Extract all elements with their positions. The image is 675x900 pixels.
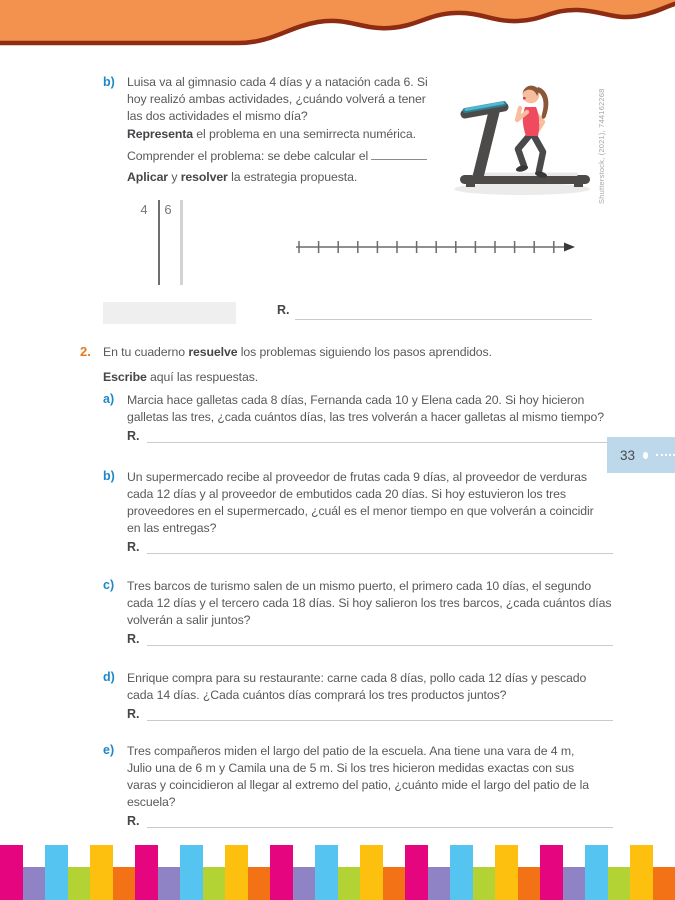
- answer-label: R.: [127, 814, 140, 828]
- division-bar-dark: [158, 200, 160, 285]
- item-marker-d: d): [103, 670, 115, 684]
- step-text: y: [168, 170, 181, 184]
- problem-item-d: [103, 670, 613, 721]
- problem-line: volverán a salir juntos?: [127, 613, 251, 627]
- page-number-tab: [607, 437, 675, 473]
- footer-bar: [68, 867, 91, 900]
- exercise-2-subtitle: [103, 369, 258, 386]
- footer-bar: [90, 845, 113, 900]
- footer-bar: [540, 845, 563, 900]
- statement-line: las dos actividades el mismo día?: [127, 109, 308, 123]
- footer-bar: [248, 867, 271, 900]
- answer-line: [127, 814, 613, 828]
- item-marker-b: b): [103, 75, 115, 89]
- top-wave-decoration: [0, 0, 675, 56]
- answer-line: [127, 429, 613, 443]
- footer-bar: [135, 845, 158, 900]
- footer-bar: [473, 867, 496, 900]
- number-line-svg[interactable]: [294, 237, 584, 257]
- division-number-right: 6: [164, 202, 172, 217]
- footer-bar: [158, 867, 181, 900]
- problem-line: proveedores en el supermercado, ¿cuál es el menor tiempo en que volverán a coincidir: [127, 504, 594, 518]
- footer-bars-decoration: [0, 845, 675, 900]
- problem-line: cada 14 días. ¿Cada cuántos días comprará los tres productos juntos?: [127, 688, 507, 702]
- answer-label: R.: [127, 540, 140, 554]
- problem-line: Un supermercado recibe al proveedor de frutas cada 9 días, al proveedor de verduras: [127, 470, 587, 484]
- problem-statement: [127, 74, 428, 125]
- problem-line: en las entregas?: [127, 521, 217, 535]
- answer-workspace-box[interactable]: [103, 302, 236, 324]
- exercise-number: 2.: [80, 344, 91, 359]
- step-aplicar: [127, 167, 427, 189]
- answer-label: R.: [127, 707, 140, 721]
- answer-label: R.: [277, 303, 290, 317]
- page-number: 33: [620, 447, 636, 463]
- item-marker-b2: b): [103, 469, 115, 483]
- problem-line: galletas las tres, ¿cada cuántos días, las tres volverán a hacer galletas al mismo tiempo?: [127, 410, 604, 424]
- tab-dotted-line: [656, 454, 675, 456]
- step-bold-word: Aplicar: [127, 170, 168, 184]
- problem-line: Tres compañeros miden el largo del patio de la escuela. Ana tiene una vara de 4 m,: [127, 744, 575, 758]
- footer-bar: [45, 845, 68, 900]
- fill-in-blank[interactable]: [371, 147, 427, 160]
- answer-rule[interactable]: [147, 708, 614, 721]
- footer-bar: [383, 867, 406, 900]
- intro-text: En tu cuaderno: [103, 345, 189, 359]
- footer-bar: [338, 867, 361, 900]
- treadmill-runner-illustration: [442, 62, 602, 197]
- footer-bar: [0, 845, 23, 900]
- problem-item-c: [103, 578, 613, 646]
- problem-line: Julio una de 6 m y Camila una de 5 m. Si los tres hicieron medidas exactas con sus: [127, 761, 575, 775]
- answer-line: [127, 707, 613, 721]
- answer-rule[interactable]: [147, 815, 614, 828]
- solution-steps: [127, 124, 427, 189]
- footer-bar: [405, 845, 428, 900]
- footer-bar: [225, 845, 248, 900]
- intro-text: los problemas siguiendo los pasos aprendidos.: [237, 345, 492, 359]
- footer-bar: [428, 867, 451, 900]
- division-number-left: 4: [140, 202, 148, 217]
- number-line-arrow: [564, 243, 575, 252]
- answer-line: [127, 632, 613, 646]
- footer-bar: [518, 867, 541, 900]
- footer-bar: [113, 867, 136, 900]
- problem-item-a: [103, 392, 613, 443]
- intro-bold-word: resuelve: [188, 345, 238, 359]
- footer-bar: [270, 845, 293, 900]
- footer-bar: [653, 867, 675, 900]
- answer-rule[interactable]: [147, 633, 614, 646]
- problem-line: cada 12 días y al proveedor de embutidos cada 20 días. Si hoy estuvieron los tres: [127, 487, 566, 501]
- footer-bar: [585, 845, 608, 900]
- answer-label: R.: [127, 429, 140, 443]
- step-text: Comprender el problema: se debe calcular el: [127, 148, 369, 163]
- statement-line: Luisa va al gimnasio cada 4 días y a natación cada 6. Si: [127, 75, 428, 89]
- footer-bar: [360, 845, 383, 900]
- exercise-2-intro: [103, 344, 492, 361]
- step-bold-word: resolver: [180, 170, 228, 184]
- problem-line: varas y coincidieron al llegar al extremo del patio, ¿cuánto mide el largo del patio de la: [127, 778, 589, 792]
- footer-bar: [23, 867, 46, 900]
- problem-line: Enrique compra para su restaurante: carne cada 8 días, pollo cada 12 días y pescado: [127, 671, 587, 685]
- step-text: el problema en una semirrecta numérica.: [192, 127, 416, 141]
- footer-bar: [563, 867, 586, 900]
- answer-rule[interactable]: [295, 307, 592, 320]
- image-credit: Shutterstock, (2021), 744162268: [597, 88, 606, 204]
- item-marker-e: e): [103, 743, 115, 757]
- step-representa: [127, 124, 427, 146]
- step-bold-word: Representa: [127, 127, 193, 141]
- item-marker-c: c): [103, 578, 115, 592]
- answer-rule[interactable]: [147, 430, 614, 443]
- answer-label: R.: [127, 632, 140, 646]
- problem-line: Tres barcos de turismo salen de un mismo puerto, el primero cada 10 días, el segundo: [127, 579, 592, 593]
- step-text: la estrategia propuesta.: [227, 170, 358, 184]
- problem-line: escuela?: [127, 795, 176, 809]
- problem-line: cada 12 días y el tercero cada 18 días. Si hoy salieron los tres barcos, ¿cada cuántos días: [127, 596, 612, 610]
- answer-rule[interactable]: [147, 541, 614, 554]
- footer-bar: [293, 867, 316, 900]
- footer-bar: [450, 845, 473, 900]
- problem-item-e: [103, 743, 613, 828]
- subtitle-bold-word: Escribe: [103, 370, 147, 384]
- footer-bar: [315, 845, 338, 900]
- footer-bar: [630, 845, 653, 900]
- footer-bar: [203, 867, 226, 900]
- tab-dot-icon: [643, 452, 648, 459]
- footer-bar: [495, 845, 518, 900]
- footer-bar: [180, 845, 203, 900]
- answer-line: [127, 540, 613, 554]
- division-bar-gray: [180, 200, 183, 285]
- item-marker-a: a): [103, 392, 115, 406]
- problem-item-b: [103, 469, 613, 554]
- step-comprender: [127, 146, 427, 168]
- statement-line: hoy realizó ambas actividades, ¿cuándo volverá a tener: [127, 92, 426, 106]
- footer-bar: [608, 867, 631, 900]
- subtitle-text: aquí las respuestas.: [146, 370, 259, 384]
- problem-line: Marcia hace galletas cada 8 días, Fernanda cada 10 y Elena cada 20. Si hoy hicieron: [127, 393, 585, 407]
